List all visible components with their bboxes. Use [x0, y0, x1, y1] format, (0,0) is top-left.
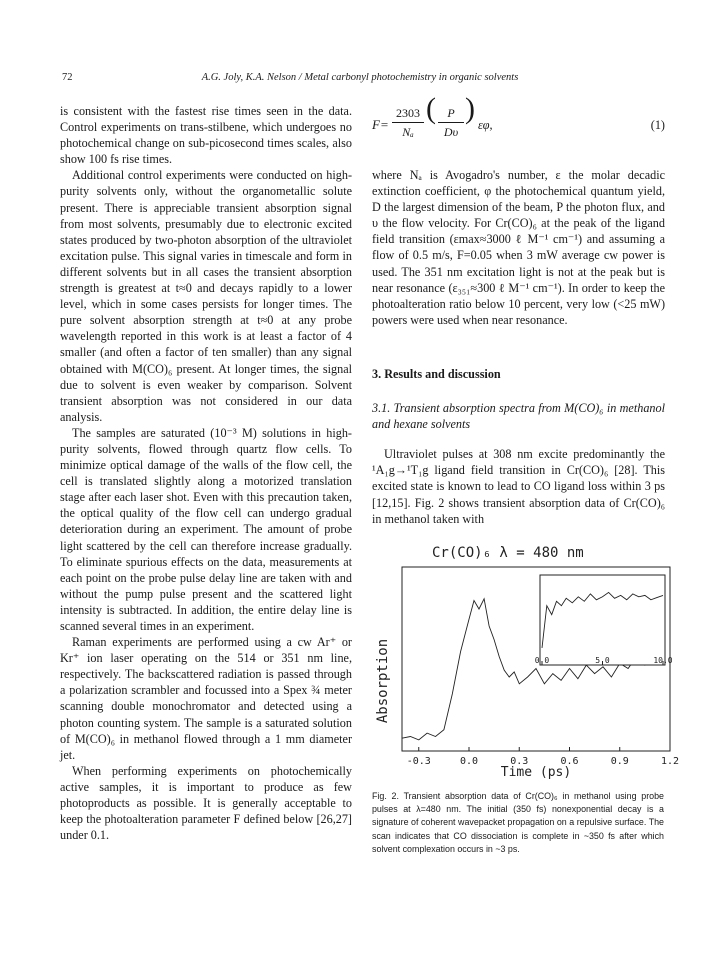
figure-caption: Fig. 2. Transient absorption data of Cr(CO)₆ in methanol using probe pulses at λ=480 nm. The initial (350 fs) nonexponential decay is a signature of coherent wavepacket propagation on a repulsive surface. The scan indicates that CO dissociation is complete in ~350 fs after which solvent complexation occurs in ~3 ps. — [372, 791, 664, 854]
x-tick-label: 5.0 — [595, 656, 610, 665]
chart-svg — [372, 535, 680, 780]
paragraph: The samples are saturated (10⁻³ M) solutions in high-purity solvents, flowed through quartz flow cells. To minimize optical damage of the walls of the flow cell, the cell is translated slightly along a motorized translation stage after each laser shot. Even with this precaution taken, the optical quality of the flow cell can undergo gradual deterioration during an experiment. The amount of probe light scattered by the cell can therefore increase gradually. To eliminate spurious effects on the data, measurements at each point on the probe pulse delay line are taken with and without the pump pulse present and the scattered light intensity is subtracted. In addition, the entire delay line is scanned several times in an experiment. — [60, 425, 352, 633]
section-heading: 3. Results and discussion — [372, 366, 501, 381]
paragraph: Additional control experiments were conducted on high-purity solvents only, without the organometallic solute present. There is appreciable transient absorption signal from most solvents, presumably due to electronic excited states produced by two-photon absorption of the ultraviolet excitation pulse. This signal varies in timescale and form in different solvents but in all cases the transient absorption strength is greatest at t≈0 and decays rapidly to a lower level, which in some cases persists for longer times. The pure solvent absorption strength at t≈0 at any probe wavelength reported in this work is at least a factor of 4 smaller (and often a factor of ten smaller) than any signal obtained with M(CO)₆ present. At longer times, the signal due to solvent is even weaker by comparison. Solvent transient absorption was not considered in our data analysis. — [60, 168, 352, 424]
inset-frame — [540, 575, 665, 665]
right-column — [372, 92, 665, 527]
subsection-heading: 3.1. Transient absorption spectra from M(CO)₆ in methanol and hexane solvents — [372, 401, 665, 432]
figure-2 — [372, 535, 680, 780]
x-tick-label: 0.0 — [459, 756, 479, 767]
x-tick-label: 1.2 — [660, 756, 680, 767]
fraction-numerator: 2303 — [396, 106, 420, 120]
x-tick-label: -0.3 — [406, 756, 431, 767]
equation-number: (1) — [650, 118, 665, 132]
chart-title: Cr(CO)₆ λ = 480 nm — [432, 545, 584, 561]
fraction-numerator: P — [447, 106, 455, 120]
equation-tail: εφ, — [478, 118, 493, 132]
x-tick-label: 10.0 — [653, 656, 673, 665]
paragraph: When performing experiments on photochemically active samples, it is important to produce as few photoproducts as possible. It is generally acceptable to keep the photoalteration parameter F defined below [26,27] under 0.1. — [60, 763, 352, 843]
paragraph: where Nₐ is Avogadro's number, ε the molar decadic extinction coefficient, φ the photochemical quantum yield, D the largest dimension of the beam, P the photon flux, and υ the flow velocity. For Cr(CO)₆ at the peak of the ligand field transition (εmax≈3000 ℓ M⁻¹ cm⁻¹) and assuming a flow of 0.5 m/s, F=0.05 when 3 mW average cw power is used. The 351 nm excitation light is not at the peak but is near resonance (ε₃₅₁≈300 ℓ M⁻¹ cm⁻¹). In order to keep the photoalteration ratio below 10 percent, very low (<25 mW) powers were used when near resonance. — [372, 168, 665, 327]
y-axis-label: Absorption — [375, 638, 391, 724]
paragraph: Ultraviolet pulses at 308 nm excite predominantly the ¹A₁g→¹T₁g ligand field transition in Cr(CO)₆ [28]. This excited state is known to lead to CO ligand loss within 3 ps [12,15]. Fig. 2 shows transient absorption data of Cr(CO)₆ in methanol taken with — [372, 447, 665, 526]
equation-1: F= 2303 Nₐ ( P Dυ ) εφ, (1) — [372, 92, 665, 140]
x-axis-label: Time (ps) — [500, 765, 572, 780]
x-tick-label: 0.6 — [560, 756, 579, 767]
running-head: A.G. Joly, K.A. Nelson / Metal carbonyl photochemistry in organic solvents — [201, 72, 519, 83]
left-column — [60, 103, 352, 843]
page-number: 72 — [62, 72, 73, 83]
x-tick-label: 0.9 — [610, 756, 629, 767]
fraction-flux — [438, 105, 464, 140]
paragraph: Raman experiments are performed using a cw Ar⁺ or Kr⁺ ion laser operating on the 514 or 351 nm line, respectively. The backscattered radiation is passed through a polarization scrambler and focussed into a Spex ¾ meter scanning double monochromator and detected using a photon counting system. The sample is a saturated solution of M(CO)₆ in methanol flowed through a 1 mm diameter jet. — [60, 635, 352, 762]
paragraph: is consistent with the fastest rise times seen in the data. Control experiments on trans-stilbene, which undergoes no photochemical change on sub-picosecond times scales, also show 100 fs rise times. — [60, 104, 352, 167]
fraction-avogadro — [392, 105, 424, 140]
x-tick-label: 0.0 — [534, 656, 550, 665]
x-tick-label: 0.3 — [510, 756, 529, 767]
fraction-denominator: Nₐ — [402, 125, 414, 140]
fraction-denominator: Dυ — [443, 125, 459, 140]
equation-lhs: F= — [372, 117, 389, 132]
